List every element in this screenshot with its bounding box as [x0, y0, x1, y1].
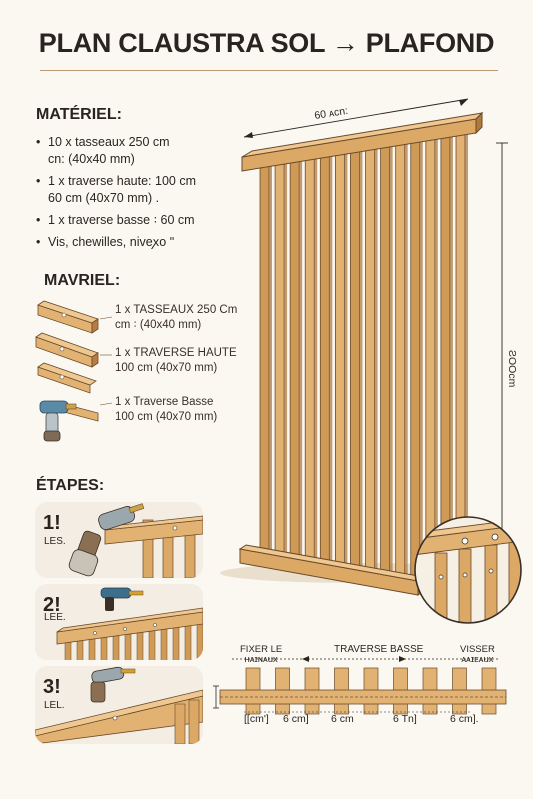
materiel-item: • Vis, chewilles, niveꭗo ʺ — [36, 234, 236, 251]
traverse-haute-part-icon — [36, 333, 98, 367]
slat — [441, 132, 450, 581]
slat-side — [269, 165, 272, 553]
slat — [335, 151, 344, 564]
mavriel-part-line: 1 x Traverse Basse — [115, 396, 214, 408]
slat-side — [390, 143, 393, 572]
mavriel-part-3 — [115, 395, 217, 425]
step-1-illustration — [67, 504, 203, 578]
spacing-label: 6 cm — [331, 713, 354, 725]
materiel-item: • 1 x traverse basse ꞉ 60 cm — [36, 212, 236, 229]
step-2-slat — [197, 619, 203, 660]
slat-side — [299, 159, 302, 557]
slat-side — [359, 148, 362, 566]
spacing-label: 6 cm] — [283, 713, 309, 725]
slat — [396, 140, 405, 574]
slat-side — [450, 132, 453, 581]
slat — [260, 165, 269, 553]
slat-side — [329, 154, 332, 562]
slat-side — [435, 135, 438, 579]
step-3-number: 3! — [43, 676, 61, 698]
materiel-heading: MATÉRIEL: — [36, 106, 122, 123]
mavriel-part-line: 100 cm (40x70 mm) — [115, 411, 218, 423]
height-label: ƧOOcm — [506, 350, 518, 388]
materiel-item: • 10 x tasseaux 250 cm — [36, 134, 236, 151]
detail-label-center: TRAVERSE BASSE — [334, 644, 424, 655]
materiel-item: 60 cm (40x70 mm) . — [48, 191, 160, 205]
slat — [290, 159, 299, 557]
slat — [320, 154, 329, 562]
materiel-list — [36, 134, 236, 251]
traverse-basse-part-icon — [38, 363, 96, 393]
spacing-label: 6 Tn] — [393, 713, 417, 725]
detail-label-right-line: ᴀᴀɪᴇᴀux — [461, 654, 494, 665]
step-2-slat — [185, 621, 191, 660]
slat — [275, 162, 284, 555]
slat — [366, 146, 375, 570]
mavriel-part-line: 100 cm (40x70 mm) — [115, 362, 218, 374]
step-2-number: 2! — [43, 594, 61, 616]
mavriel-part-line: 1 x TRAVERSE HAUTE — [115, 347, 237, 359]
detail-label-left-line: FIXER LE — [240, 644, 283, 655]
step-1-number: 1! — [43, 512, 61, 534]
slat-side — [344, 151, 347, 564]
step-3-card — [35, 666, 203, 744]
slat — [350, 148, 359, 566]
spacing-label: 6 cm]. — [450, 713, 479, 725]
step-1-card — [35, 502, 203, 578]
width-label: 60 ᴀcn: — [313, 104, 349, 122]
slat — [411, 137, 420, 576]
step-1-label: LES. — [44, 536, 66, 547]
detail-label-right-line: VISSER — [460, 644, 495, 655]
mavriel-part-1 — [115, 303, 237, 333]
mavriel-part-line: cm ꞉ (40x40 mm) — [115, 319, 202, 331]
slat — [381, 143, 390, 572]
slat-side — [405, 140, 408, 574]
drill-icon — [40, 401, 98, 441]
mavriel-part-line: 1 x TASSEAUX 250 Cm — [115, 304, 238, 316]
slat — [426, 135, 435, 579]
slat-side — [375, 146, 378, 570]
mavriel-part-2 — [115, 346, 237, 376]
mavriel-heading: MAVRIEL: — [44, 272, 121, 289]
mavriel-parts-illustration — [30, 295, 110, 455]
slat-side — [314, 157, 317, 560]
materiel-item: • 1 x traverse haute: 100 cm — [36, 173, 236, 190]
etapes-heading: ÉTAPES: — [36, 477, 105, 494]
slat-side — [420, 137, 423, 576]
title-divider — [40, 70, 498, 71]
tasseau-part-icon — [38, 301, 98, 333]
materiel-item: cn: (40x40 mm) — [48, 152, 135, 166]
step-3-label: LEL. — [44, 700, 65, 711]
spacing-label: [[cm'] — [244, 713, 269, 725]
slat — [305, 157, 314, 560]
page-title: PLAN CLAUSTRA SOL → PLAFOND — [38, 28, 495, 58]
step-2-card — [35, 584, 203, 660]
magnifier-detail — [413, 515, 523, 625]
slat-side — [284, 162, 287, 555]
step-2-label: LEE. — [44, 612, 66, 623]
step-2-illustration — [57, 588, 203, 660]
detail-label-left-line: ʜᴀɪɴᴀux — [244, 654, 278, 665]
